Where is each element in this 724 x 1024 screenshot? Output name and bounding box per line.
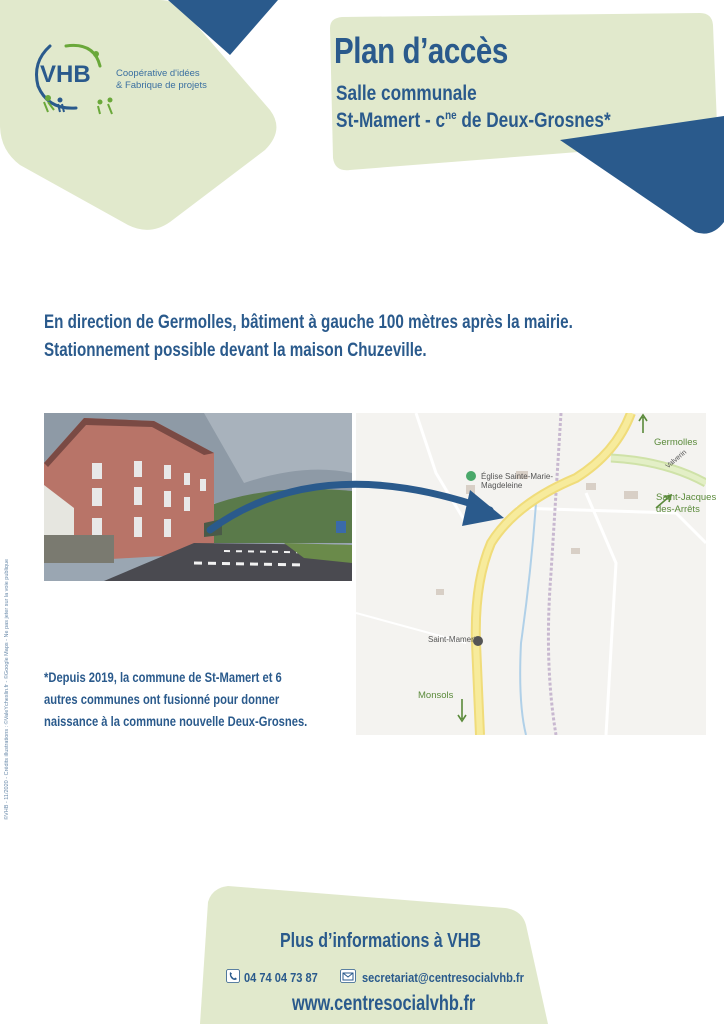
footer-title: Plus d’informations à VHB xyxy=(280,930,481,952)
mail-icon xyxy=(340,969,356,983)
note-line3: naissance à la commune nouvelle Deux-Grosnes. xyxy=(44,713,308,729)
directions-line1: En direction de Germolles, bâtiment à gauche 100 mètres après la mairie. xyxy=(44,312,573,333)
map-road-label: Valverin xyxy=(664,448,689,471)
credits-text: ©VHB - 11/2020 - Crédits illustrations : ©ValeYcheslin.fr - ©Google Maps - Ne pas jeter sur la voie publique xyxy=(4,558,10,820)
venue-location-prefix: St-Mamert - c xyxy=(336,109,446,132)
directions-line2: Stationnement possible devant la maison Chuzeville. xyxy=(44,340,427,361)
note-line1: *Depuis 2019, la commune de St-Mamert et 6 xyxy=(44,669,282,685)
venue-location-suffix: de Deux-Grosnes* xyxy=(456,109,611,132)
map-church-line2: Magdeleine xyxy=(481,481,523,490)
venue-location xyxy=(336,108,611,133)
map-monsols-label: Monsols xyxy=(418,690,454,701)
phone-number[interactable]: 04 74 04 73 87 xyxy=(244,970,318,985)
svg-text:VHB: VHB xyxy=(40,61,91,88)
vhb-logo xyxy=(28,40,124,116)
page-title: Plan d’accès xyxy=(334,30,508,71)
map-saint-mamert-label: Saint-Mamert xyxy=(428,635,477,644)
curved-arrow xyxy=(200,460,520,550)
email-address[interactable]: secretariat@centresocialvhb.fr xyxy=(362,970,524,985)
website-link[interactable]: www.centresocialvhb.fr xyxy=(292,992,476,1015)
map-stjacques-line2: des-Arrêts xyxy=(656,504,700,515)
note-line2: autres communes ont fusionné pour donner xyxy=(44,691,280,707)
phone-icon xyxy=(226,969,240,983)
venue-name: Salle communale xyxy=(336,82,477,105)
map-germolles-label: Germolles xyxy=(654,437,698,448)
logo-tagline-line2: & Fabrique de projets xyxy=(116,80,207,91)
map-stjacques-line1: Saint-Jacques xyxy=(656,492,717,503)
logo-tagline-line1: Coopérative d'idées xyxy=(116,68,200,79)
venue-location-sup: ne xyxy=(445,108,457,122)
logo-tagline xyxy=(116,68,207,92)
map-church-line1: Église Sainte-Marie- xyxy=(481,472,554,481)
map-stjacques-label xyxy=(656,492,716,516)
